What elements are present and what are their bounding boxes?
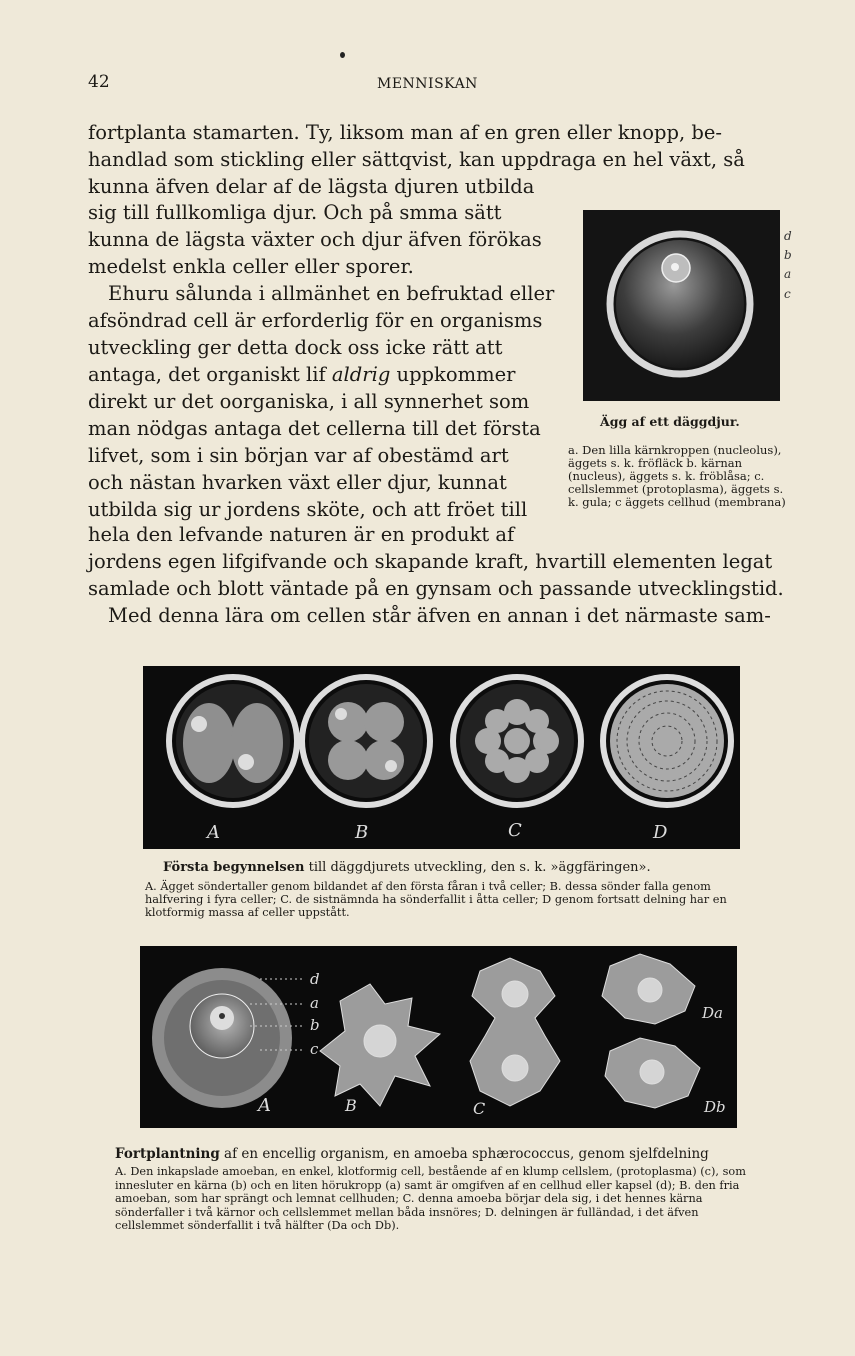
stage-a (169, 677, 297, 805)
fig2-label-c: C (508, 820, 522, 841)
segmentation-illustration (143, 666, 740, 849)
body-line-6: medelst enkla celler eller sporer. (88, 255, 414, 278)
page-number: 42 (88, 72, 110, 92)
figure1-side-labels (782, 226, 802, 306)
fig1-label-c: c (784, 287, 791, 301)
stage-c (453, 677, 581, 805)
fig3-label-a: a (310, 994, 319, 1012)
figure1-caption: Ägg af ett däggdjur. (600, 414, 740, 429)
figure1-legend: a. Den lilla kärnkroppen (nucleolus), äggets s. k. fröfläck b. kärnan (nucleus), äggets s. k. fröblåsa; c. cellslemmet (protoplasma), äggets s. k. gula; c äggets cellhud (membrana) (568, 443, 786, 509)
body-line-7: Ehuru sålunda i allmänhet en befruktad eller (108, 282, 555, 305)
body-line-5: kunna de lägsta växter och djur äfven förökas (88, 228, 542, 251)
amoeba-illustration (140, 946, 737, 1128)
body-line-12: man nödgas antaga det cellerna till det första (88, 417, 541, 440)
figure-amoeba (140, 946, 737, 1128)
fig3-label-panel-b: B (345, 1096, 357, 1115)
body-line-1: fortplanta stamarten. Ty, liksom man af en gren eller knopp, be- (88, 121, 722, 144)
fig2-label-b: B (355, 822, 369, 843)
body-line-14: och nästan hvarken växt eller djur, kunnat (88, 471, 507, 494)
fig1-label-d: d (784, 229, 792, 243)
figure-mammal-egg (583, 210, 780, 401)
body-line-10: antaga, det organiskt lif aldrig uppkommer (88, 363, 516, 386)
amoeba-dividing (470, 958, 560, 1106)
body-line-17: jordens egen lifgifvande och skapande kraft, hvartill elementen legat (88, 550, 773, 573)
stage-d (603, 677, 731, 805)
body-line-11: direkt ur det oorganiska, i all synnerhet som (88, 390, 530, 413)
body-line-9: utveckling ger detta dock oss icke rätt att (88, 336, 503, 359)
running-title: MENNISKAN (377, 76, 478, 92)
fig3-label-c: c (310, 1040, 319, 1058)
figure3-caption: Fortplantning af en encellig organism, en amoeba sphærococcus, genom sjelfdelning (115, 1146, 709, 1162)
body-line-19: Med denna lära om cellen står äfven en annan i det närmaste sam- (108, 604, 771, 627)
fig3-label-d: d (310, 970, 320, 988)
figure-segmentation (143, 666, 740, 849)
fig1-label-b: b (784, 248, 792, 262)
body-line-8: afsöndrad cell är erforderlig för en organisms (88, 309, 543, 332)
amoeba-free (320, 984, 440, 1106)
fig2-label-d: D (653, 822, 668, 843)
amoeba-encapsulated (152, 968, 292, 1108)
egg-nucleolus (671, 263, 679, 271)
figure2-caption: Första begynnelsen till däggdjurets utveckling, den s. k. »äggfäringen». (163, 860, 651, 875)
figure2-legend: A. Ägget söndertaller genom bildandet af den första fåran i två celler; B. dessa sönder falla genom halfvering i fyra celler; C. de sistnämnda ha sönderfallit i åtta celler; D genom fortsatt delning har en klotformig massa af celler uppstått. (145, 880, 727, 919)
amoeba-divided (602, 954, 700, 1108)
body-line-13: lifvet, som i sin början var af obestämd art (88, 444, 509, 467)
figure3-legend: A. Den inkapslade amoeban, en enkel, klotformig cell, bestående af en klump cellslem, (protoplasma) (c), som innesluter en kärna (b) och en liten hörukropp (a) samt är omgifven af en cellhud eller kapsel (d); B. den fria amoeban, som har sprängt och lemnat cellhuden; C. denna amoeba börjar dela sig, i det hennes kärna sönderfaller i två kärnor och cellslemmet mellan båda insnöres; D. delningen är fulländad, i det äfven cellslemmet sönderfallit i två hälfter (Da och Db). (115, 1165, 746, 1232)
body-line-16: hela den lefvande naturen är en produkt af (88, 523, 515, 546)
fig2-label-a: A (207, 822, 220, 843)
body-line-3: kunna äfven delar af de lägsta djuren utbilda (88, 175, 535, 198)
fig3-label-panel-a: A (258, 1095, 271, 1116)
fig3-label-panel-c: C (473, 1099, 486, 1118)
body-line-4: sig till fullkomliga djur. Och på smma sätt (88, 201, 502, 224)
stage-b (302, 677, 430, 805)
fig3-label-db: Db (704, 1098, 726, 1116)
body-line-18: samlade och blott väntade på en gynsam och passande utvecklingstid. (88, 577, 784, 600)
fig3-label-da: Da (702, 1004, 723, 1022)
fig3-label-b: b (310, 1016, 320, 1034)
emphasis-aldrig: aldrig (331, 363, 391, 386)
body-line-15: utbilda sig ur jordens sköte, och att fröet till (88, 498, 528, 521)
fig1-label-a: a (784, 267, 792, 281)
ink-speck (340, 52, 345, 58)
egg-illustration (583, 210, 780, 401)
body-line-2: handlad som stickling eller sättqvist, kan uppdraga en hel växt, så (88, 148, 745, 171)
